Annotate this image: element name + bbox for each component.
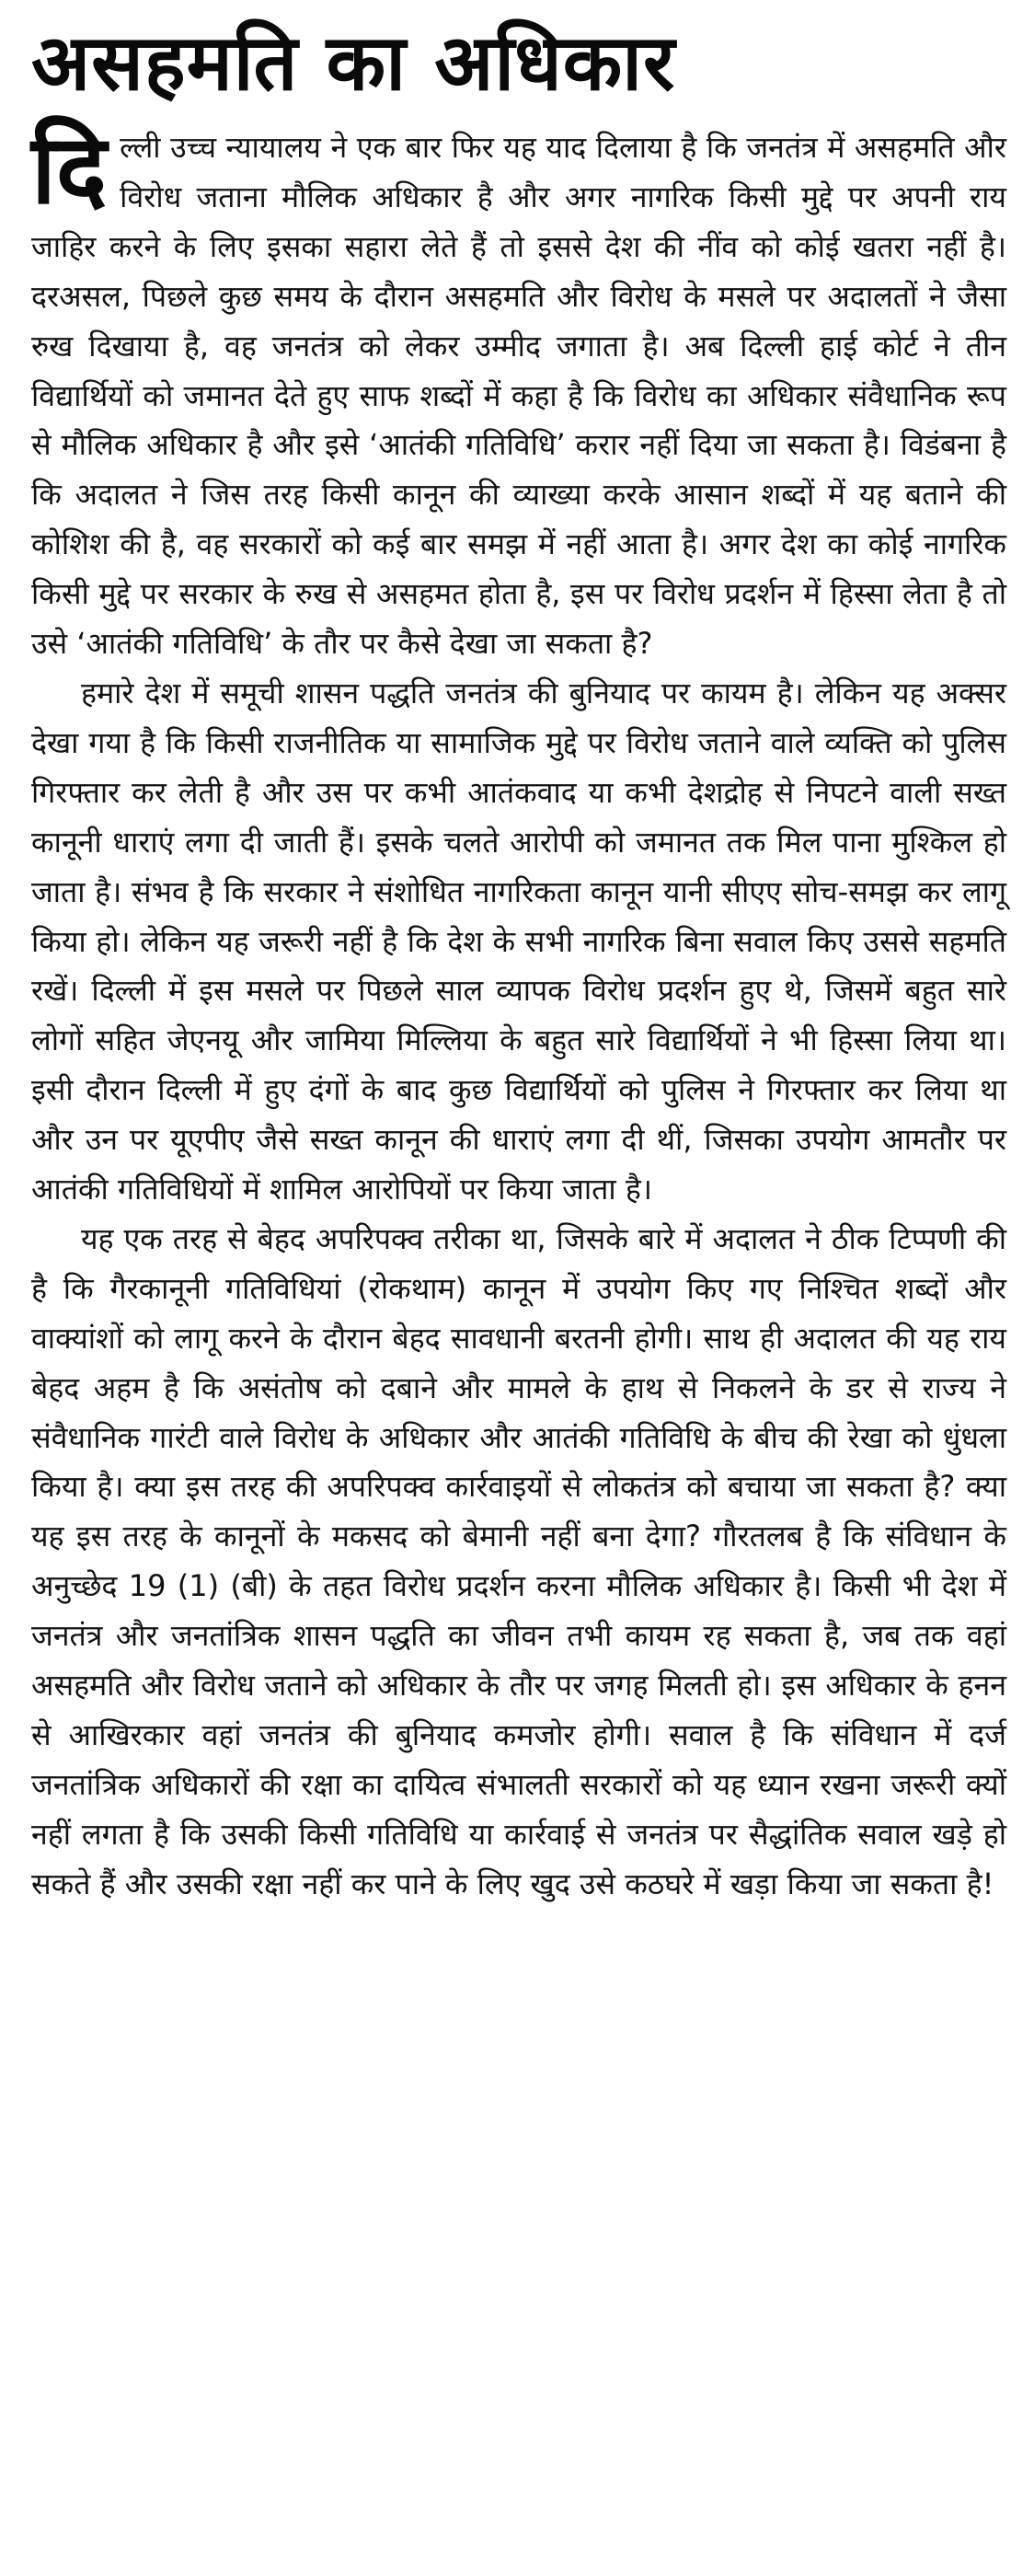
paragraph-2: हमारे देश में समूची शासन पद्धति जनतंत्र की बुनियाद पर कायम है। लेकिन यह अक्सर देखा गया है कि किसी राजनीतिक या सामाजिक मुद्दे पर विरोध जताने वाले व्यक्ति को पुलिस गिरफ्तार कर लेती है और उस पर कभी आतंकवाद या कभी देशद्रोह से निपटने वाली सख्त कानूनी धाराएं लगा दी जाती हैं। इसके चलते आरोपी को जमानत तक मिल पाना मुश्किल हो जाता है। संभव है कि सरकार ने संशोधित नागरिकता कानून यानी सीएए सोच-समझ कर लागू किया हो। लेकिन यह जरूरी नहीं है कि देश के सभी नागरिक बिना सवाल किए उससे सहमति रखें। दिल्ली में इस मसले पर पिछले साल व्यापक विरोध प्रदर्शन हुए थे, जिसमें बहुत सारे लोगों सहित जेएनयू और जामिया मिल्लिया के बहुत सारे विद्यार्थियों ने भी हिस्सा लिया था। इसी दौरान दिल्ली में हुए दंगों के बाद कुछ विद्यार्थियों को पुलिस ने गिरफ्तार कर लिया था और उन पर यूएपीए जैसे सख्त कानून की धाराएं लगा दी थीं, जिसका उपयोग आमतौर पर आतंकी गतिविधियों में शामिल आरोपियों पर किया जाता है।: [31, 675, 1006, 1207]
drop-cap: दि: [31, 113, 108, 225]
article-headline: असहमति का अधिकार: [31, 17, 676, 108]
article-body: [31, 113, 1006, 1910]
editorial-article: [31, 17, 1006, 1910]
paragraph-1-text: ल्ली उच्च न्यायालय ने एक बार फिर यह याद दिलाया है कि जनतंत्र में असहमति और विरोध जताना मौलिक अधिकार है और अगर नागरिक किसी मुद्दे पर अपनी राय जाहिर करने के लिए इसका सहारा लेते हैं तो इससे देश की नींव को कोई खतरा नहीं है। दरअसल, पिछले कुछ समय के दौरान असहमति और विरोध के मसले पर अदालतों ने जैसा रुख दिखाया है, वह जनतंत्र को लेकर उम्मीद जगाता है। अब दिल्ली हाई कोर्ट ने तीन विद्यार्थियों को जमानत देते हुए साफ शब्दों में कहा है कि विरोध का अधिकार संवैधानिक रूप से मौलिक अधिकार है और इसे ‘आतंकी गतिविधि’ करार नहीं दिया जा सकता है। विडंबना है कि अदालत ने जिस तरह किसी कानून की व्याख्या करके आसान शब्दों में यह बताने की कोशिश की है, वह सरकारों को कई बार समझ में नहीं आता है। अगर देश का कोई नागरिक किसी मुद्दे पर सरकार के रुख से असहमत होता है, इस पर विरोध प्रदर्शन में हिस्सा लेता है तो उसे ‘आतंकी गतिविधि’ के तौर पर कैसे देखा जा सकता है?: [31, 130, 1006, 662]
paragraph-3: यह एक तरह से बेहद अपरिपक्व तरीका था, जिसके बारे में अदालत ने ठीक टिप्पणी की है कि गैरकानूनी गतिविधियां (रोकथाम) कानून में उपयोग किए गए निश्चित शब्दों और वाक्यांशों को लागू करने के दौरान बेहद सावधानी बरतनी होगी। साथ ही अदालत की यह राय बेहद अहम है कि असंतोष को दबाने और मामले के हाथ से निकलने के डर से राज्य ने संवैधानिक गारंटी वाले विरोध के अधिकार और आतंकी गतिविधि के बीच की रेखा को धुंधला किया है। क्या इस तरह की अपरिपक्व कार्रवाइयों से लोकतंत्र को बचाया जा सकता है? क्या यह इस तरह के कानूनों के मकसद को बेमानी नहीं बना देगा? गौरतलब है कि संविधान के अनुच्छेद 19 (1) (बी) के तहत विरोध प्रदर्शन करना मौलिक अधिकार है। किसी भी देश में जनतंत्र और जनतांत्रिक शासन पद्धति का जीवन तभी कायम रह सकता है, जब तक वहां असहमति और विरोध जताने को अधिकार के तौर पर जगह मिलती हो। इस अधिकार के हनन से आखिरकार वहां जनतंत्र की बुनियाद कमजोर होगी। सवाल है कि संविधान में दर्ज जनतांत्रिक अधिकारों की रक्षा का दायित्व संभालती सरकारों को यह ध्यान रखना जरूरी क्यों नहीं लगता है कि उसकी किसी गतिविधि या कार्रवाई से जनतंत्र पर सैद्धांतिक सवाल खड़े हो सकते हैं और उसकी रक्षा नहीं कर पाने के लिए खुद उसे कठघरे में खड़ा किया जा सकता है!: [31, 1220, 1006, 1901]
paragraph-1: [31, 113, 1006, 669]
